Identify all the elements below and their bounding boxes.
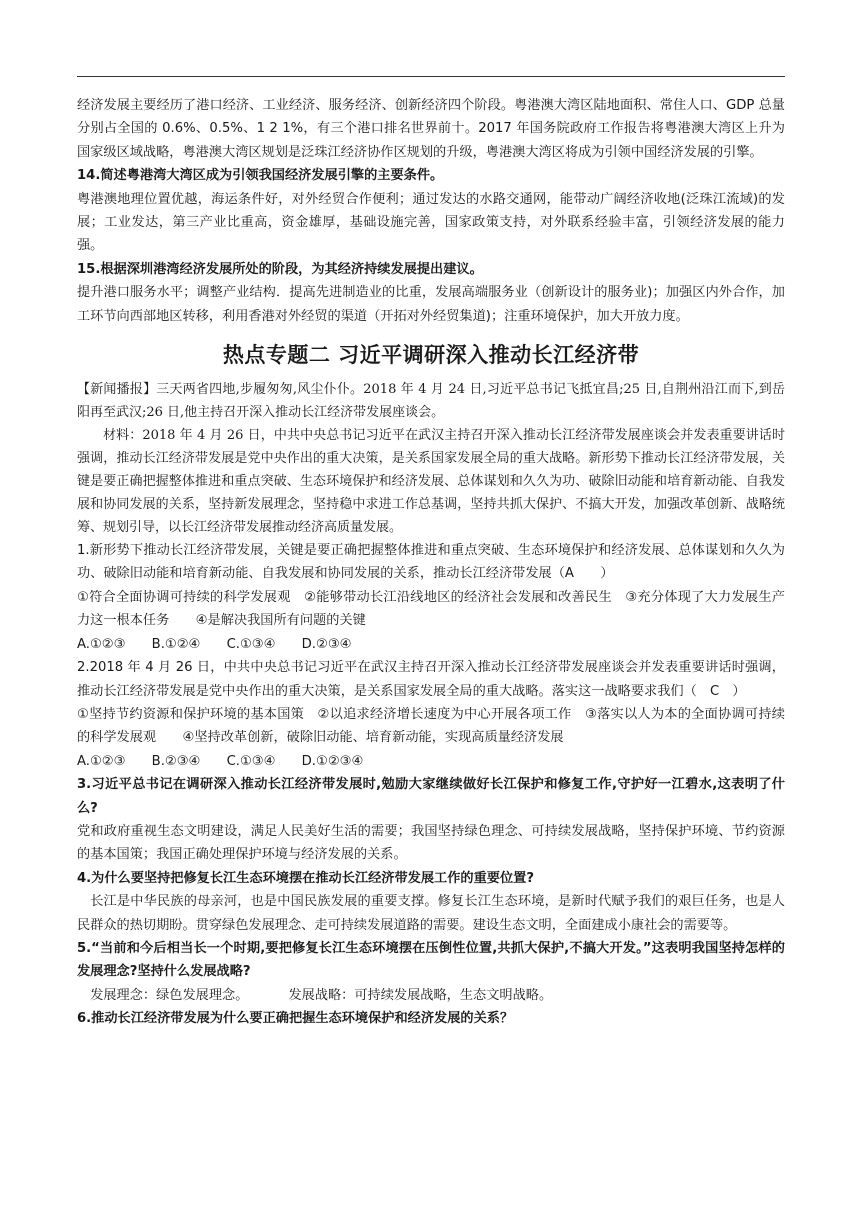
question-4: 4.为什么要坚持把修复长江生态环境摆在推动长江经济带发展工作的重要位置? <box>77 870 535 886</box>
q1-option-a: A.①②③ <box>77 636 126 652</box>
news-broadcast: 【新闻播报】三天两省四地,步履匆匆,风尘仆仆。2018 年 4 月 24 日,习近平总书记飞抵宜昌;25 日,自荆州沿江而下,到岳阳再至武汉;26 日,他主持召开深入推动长江经济带发展座谈会。 <box>77 382 785 421</box>
q1-option-d: D.②③④ <box>301 636 352 652</box>
section2-title: 热点专题二 习近平调研深入推动长江经济带 <box>222 343 640 368</box>
answer-5-idea: 发展理念：绿色发展理念。 <box>90 987 249 1003</box>
question-3: 3.习近平总书记在调研深入推动长江经济带发展时,勉励大家继续做好长江保护和修复工作,守护好一江碧水,这表明了什么? <box>77 777 785 816</box>
answer-4: 长江是中华民族的母亲河，也是中国民族发展的重要支撑。修复长江生态环境，是新时代赋予我们的艰巨任务，也是人民群众的热切期盼。贯穿绿色发展理念、走可持续发展道路的需要。建设生态文明，全面建成小康社会的需要等。 <box>77 894 785 933</box>
answer-14: 粤港澳地理位置优越，海运条件好，对外经贸合作便利；通过发达的水路交通网，能带动广阔经济收地(泛珠江流域)的发展；工业发达，第三产业比重高，资金雄厚，基础设施完善，国家政策支持，对外联系经验丰富，引领经济发展的能力强。 <box>77 191 785 254</box>
question-2: 2.2018 年 4 月 26 日，中共中央总书记习近平在武汉主持召开深入推动长江经济带发展座谈会并发表重要讲话时强调，推动长江经济带发展是党中央作出的重大决策，是关系国家发展全局的重大战略。落实这一战略要求我们（ C ） <box>77 660 785 699</box>
question-15: 15.根据深圳港湾经济发展所处的阶段，为其经济持续发展提出建议。 <box>77 261 483 277</box>
question-2-statements: ①坚持节约资源和保护环境的基本国策 ②以追求经济增长速度为中心开展各项工作 ③落实以人为本的全面协调可持续的科学发展观 ④坚持改革创新，破除旧动能、培育新动能，实现高质量经济发展 <box>77 706 785 746</box>
q1-option-c: C.①③④ <box>226 636 276 652</box>
question-14: 14.简述粤港湾大湾区成为引领我国经济发展引擎的主要条件。 <box>77 168 444 184</box>
q1-option-b: B.①②④ <box>151 636 201 652</box>
question-1-statements: ①符合全面协调可持续的科学发展观 ②能够带动长江沿线地区的经济社会发展和改善民生 ③充分体现了大力发展生产力这一根本任务 ④是解决我国所有问题的关键 <box>77 589 785 629</box>
question-6: 6.推动长江经济带发展为什么要正确把握生态环境保护和经济发展的关系？ <box>77 1011 514 1027</box>
section1-intro: 经济发展主要经历了港口经济、工业经济、服务经济、创新经济四个阶段。粤港澳大湾区陆地面积、常住人口、GDP 总量分别占全国的 0.6%、0.5%、1 2 1%，有三个港口排名世界前十。2017 年国务院政府工作报告将粤港澳大湾区上升为国家级区域战略，粤港澳大湾区规划是泛珠江经济协作区规划的升级，粤港澳大湾区将成为引领中国经济发展的引擎。 <box>77 98 785 160</box>
answer-15: 提升港口服务水平；调整产业结构．提高先进制造业的比重，发展高端服务业（创新设计的服务业)；加强区内外合作，加工环节向西部地区转移，利用香港对外经贸的渠道（开拓对外经贸集道)；注重环境保护，加大开放力度。 <box>77 285 785 324</box>
answer-5 <box>77 984 785 1007</box>
q2-option-c: C.①③④ <box>226 753 276 769</box>
document-body <box>77 94 785 1031</box>
q2-option-d: D.①②③④ <box>301 753 364 769</box>
question-1-options <box>77 633 785 656</box>
material-text: 材料：2018 年 4 月 26 日，中共中央总书记习近平在武汉主持召开深入推动长江经济带发展座谈会并发表重要讲话时强调，推动长江经济带发展是党中央作出的重大决策，是关系国家发展全局的重大战略。新形势下推动长江经济带发展，关键是要正确把握整体推进和重点突破、生态环境保护和经济发展、总体谋划和久久为功、破除旧动能和培育新动能、自我发展和协同发展的关系，坚持新发展理念，坚持稳中求进工作总基调，坚持共抓大保护、不搞大开发，加强改革创新、战略统筹、规划引导，以长江经济带发展推动经济高质量发展。 <box>77 428 785 536</box>
question-5: 5.“当前和今后相当长一个时期,要把修复长江生态环境摆在压倒性位置,共抓大保护,不搞大开发。”这表明我国坚持怎样的发展理念?坚持什么发展战略? <box>77 940 785 980</box>
q2-option-a: A.①②③ <box>77 753 126 769</box>
q2-option-b: B.②③④ <box>151 753 201 769</box>
question-1: 1.新形势下推动长江经济带发展，关键是要正确把握整体推进和重点突破、生态环境保护和经济发展、总体谋划和久久为功、破除旧动能和培育新动能、自我发展和协同发展的关系，推动长江经济带发展（A ） <box>77 543 785 582</box>
header-rule <box>77 76 785 77</box>
answer-3: 党和政府重视生态文明建设，满足人民美好生活的需要；我国坚持绿色理念、可持续发展战略，坚持保护环境、节约资源的基本国策；我国正确处理保护环境与经济发展的关系。 <box>77 823 785 863</box>
question-2-options <box>77 750 785 773</box>
answer-5-strategy: 发展战略：可持续发展战略，生态文明战略。 <box>288 987 553 1003</box>
